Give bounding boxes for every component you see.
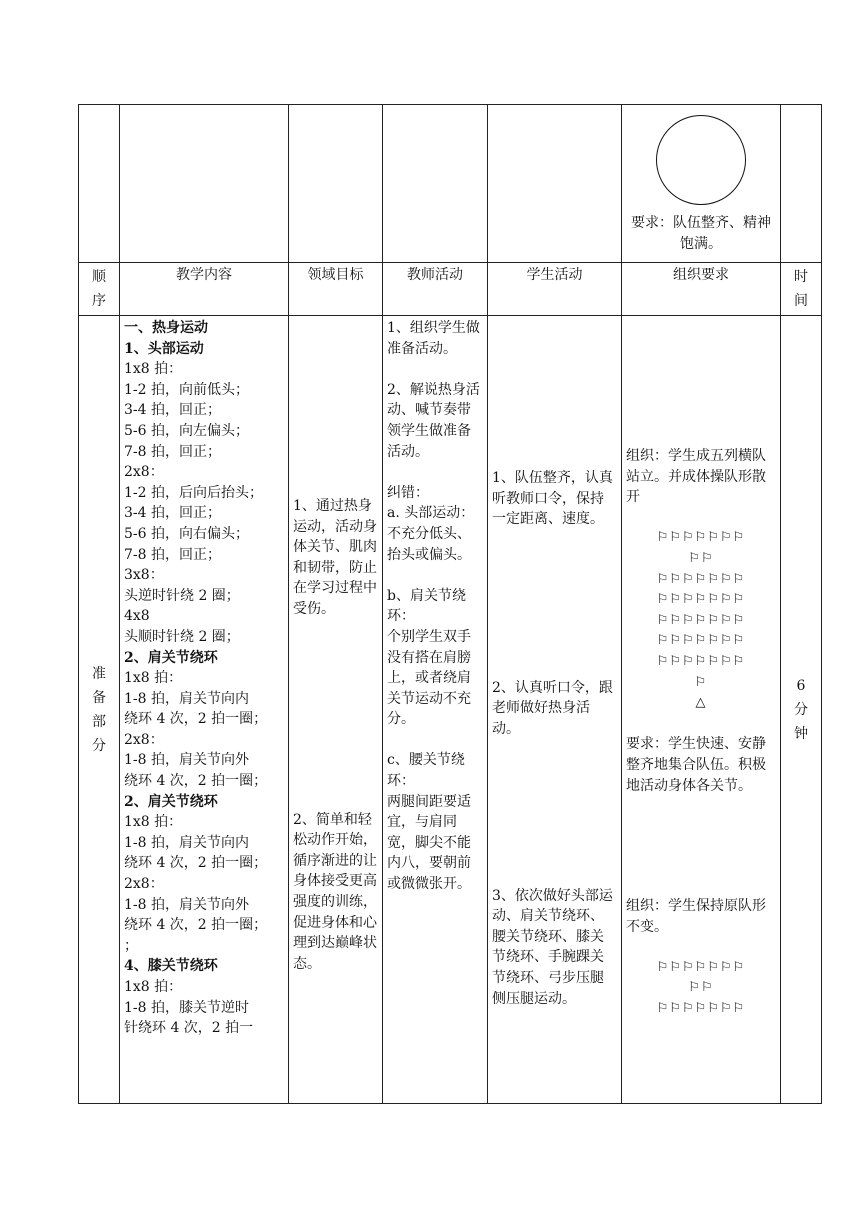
content-line: 5-6 拍，向右偏头； xyxy=(124,525,249,542)
content-line: 绕环 4 次，2 拍一圈； xyxy=(124,711,268,728)
organization-item-1: 组织：学生成五列横队站立。并成体操队形散开 xyxy=(626,448,766,506)
formation-flags-2 xyxy=(626,958,776,1020)
content-line: 2x8： xyxy=(124,731,164,748)
content-line: 头逆时针绕 2 圈； xyxy=(124,587,240,604)
student-item-1: 1、队伍整齐，认真听教师口令，保持一定距离、速度。 xyxy=(492,470,613,528)
header-student: 学生活动 xyxy=(488,263,622,316)
content-line: 1x8 拍： xyxy=(124,979,183,995)
formation-flags-1 xyxy=(626,528,776,693)
content-line: 绕环 4 次，2 拍一圈； xyxy=(124,855,268,872)
header-row xyxy=(79,263,822,316)
domain-goals-cell xyxy=(289,316,383,1104)
top-cell-teacher xyxy=(383,105,488,263)
top-cell-goals xyxy=(289,105,383,263)
flag-row: ⚐⚐⚐⚐⚐⚐⚐ xyxy=(656,530,746,546)
content-line: 1x8 拍： xyxy=(124,670,183,687)
teacher-item-7: 个别学生双手没有搭在肩膀上，或者绕肩关节运动不充分。 xyxy=(387,628,471,728)
flag-row: ⚐⚐⚐⚐⚐⚐⚐ xyxy=(656,592,746,608)
top-cell-order xyxy=(79,105,120,263)
student-item-3: 3、依次做好头部运动、肩关节绕环、腰关节绕环、膝关节绕环、手腕踝关节绕环、弓步压腿侧压腿运动。 xyxy=(492,887,613,1007)
content-line: 1x8 拍： xyxy=(124,361,183,378)
organization-cell xyxy=(622,316,781,1104)
content-line: 1-8 拍，肩关节向内 xyxy=(124,834,249,851)
teacher-item-4: a. 头部运动： xyxy=(387,505,475,522)
content-line: 3-4 拍，回正； xyxy=(124,402,221,419)
header-order: 顺序 xyxy=(79,263,120,316)
flag-row: ⚐ xyxy=(694,674,708,690)
content-line: 1-8 拍，肩关节向外 xyxy=(124,752,249,769)
content-line: 4x8 xyxy=(124,608,150,625)
header-goals: 领域目标 xyxy=(289,263,383,316)
teacher-item-6: b、肩关节绕环： xyxy=(387,587,466,625)
content-line: 1-2 拍，向前低头； xyxy=(124,381,249,398)
flag-row: ⚐⚐⚐⚐⚐⚐⚐ xyxy=(656,633,746,649)
formation-circle-icon xyxy=(656,115,746,205)
flag-row: ⚐⚐⚐⚐⚐⚐⚐ xyxy=(656,571,746,587)
section-name-cell xyxy=(79,316,120,1104)
header-teacher: 教师活动 xyxy=(383,263,488,316)
top-requirement-text: 要求：队伍整齐、精神饱满。 xyxy=(631,215,771,252)
teacher-item-3: 纠错： xyxy=(387,484,429,501)
content-line: 1-8 拍，膝关节逆时 xyxy=(124,999,249,1016)
content-line: 3x8： xyxy=(124,567,164,584)
header-content: 教学内容 xyxy=(120,263,289,316)
teacher-item-5: 不充分低头、抬头或偏头。 xyxy=(387,525,471,563)
content-line: 1、头部运动 xyxy=(124,340,204,357)
flag-row: ⚐⚐ xyxy=(688,550,714,566)
content-line: 绕环 4 次，2 拍一圈； xyxy=(124,917,268,934)
section-time: 6分钟 xyxy=(794,677,808,742)
teacher-item-8: c、腰关节绕环： xyxy=(387,752,465,790)
organization-item-3: 组织：学生保持原队形不变。 xyxy=(626,898,766,935)
header-organization: 组织要求 xyxy=(622,263,781,316)
goal-2: 2、简单和轻松动作开始，循序渐进的让身体接受更高强度的训练，促进身体和心理到达巅峰状态。 xyxy=(293,811,377,972)
content-line: 针绕环 4 次，2 拍一 xyxy=(124,1020,254,1037)
content-line: 2x8： xyxy=(124,876,164,893)
content-line: 一、热身运动 xyxy=(124,320,208,336)
teaching-content-list xyxy=(124,318,284,1039)
teacher-item-9: 两腿间距要适宜，与肩同宽，脚尖不能内八，要朝前或微微张开。 xyxy=(387,793,471,893)
content-line: 1-8 拍，肩关节向外 xyxy=(124,896,249,913)
teaching-content-cell xyxy=(120,316,289,1104)
teacher-item-1: 1、组织学生做准备活动。 xyxy=(387,320,480,357)
goal-1: 1、通过热身运动，活动身体关节、肌肉和韧带，防止在学习过程中受伤。 xyxy=(293,498,377,617)
organization-item-2: 要求：学生快速、安静整齐地集合队伍。积极地活动身体各关节。 xyxy=(626,736,766,794)
header-time: 时间 xyxy=(781,263,822,316)
content-line: 1x8 拍： xyxy=(124,814,183,831)
flag-row: ⚐⚐⚐⚐⚐⚐⚐ xyxy=(656,653,746,669)
content-line: 5-6 拍，向左偏头； xyxy=(124,422,249,439)
flag-row: ⚐⚐ xyxy=(688,980,714,996)
warmup-row xyxy=(79,316,822,1104)
top-cell-organization xyxy=(622,105,781,263)
content-line: 2、肩关节绕环 xyxy=(124,649,218,666)
time-cell xyxy=(781,316,822,1104)
teacher-item-2: 2、解说热身活动、喊节奏带领学生做准备活动。 xyxy=(387,381,480,460)
student-item-2: 2、认真听口令，跟老师做好热身活动。 xyxy=(492,679,613,737)
top-cell-content xyxy=(120,105,289,263)
flag-row: ⚐⚐⚐⚐⚐⚐⚐ xyxy=(656,959,746,975)
content-line: 7-8 拍，回正； xyxy=(124,546,221,563)
top-continuation-row xyxy=(79,105,822,263)
top-cell-time xyxy=(781,105,822,263)
content-line: 头顺时针绕 2 圈； xyxy=(124,628,240,645)
content-line: 2x8： xyxy=(124,464,164,481)
content-line: 2、肩关节绕环 xyxy=(124,793,218,810)
content-line: 7-8 拍，回正； xyxy=(124,443,221,460)
teacher-position-icon: △ xyxy=(695,695,707,711)
content-line: 绕环 4 次，2 拍一圈； xyxy=(124,773,268,790)
student-activity-cell xyxy=(488,316,622,1104)
content-line: ； xyxy=(124,937,138,954)
content-line: 1-2 拍，后向后抬头； xyxy=(124,484,263,501)
lesson-plan-table xyxy=(78,104,822,1104)
content-line: 3-4 拍，回正； xyxy=(124,505,221,522)
teacher-activity-cell xyxy=(383,316,488,1104)
content-line: 1-8 拍，肩关节向内 xyxy=(124,690,249,707)
content-line: 4、膝关节绕环 xyxy=(124,958,218,975)
flag-row: ⚐⚐⚐⚐⚐⚐⚐ xyxy=(656,612,746,628)
top-cell-student xyxy=(488,105,622,263)
section-name: 准备部分 xyxy=(92,665,106,754)
flag-row: ⚐⚐⚐⚐⚐⚐⚐ xyxy=(656,1001,746,1017)
